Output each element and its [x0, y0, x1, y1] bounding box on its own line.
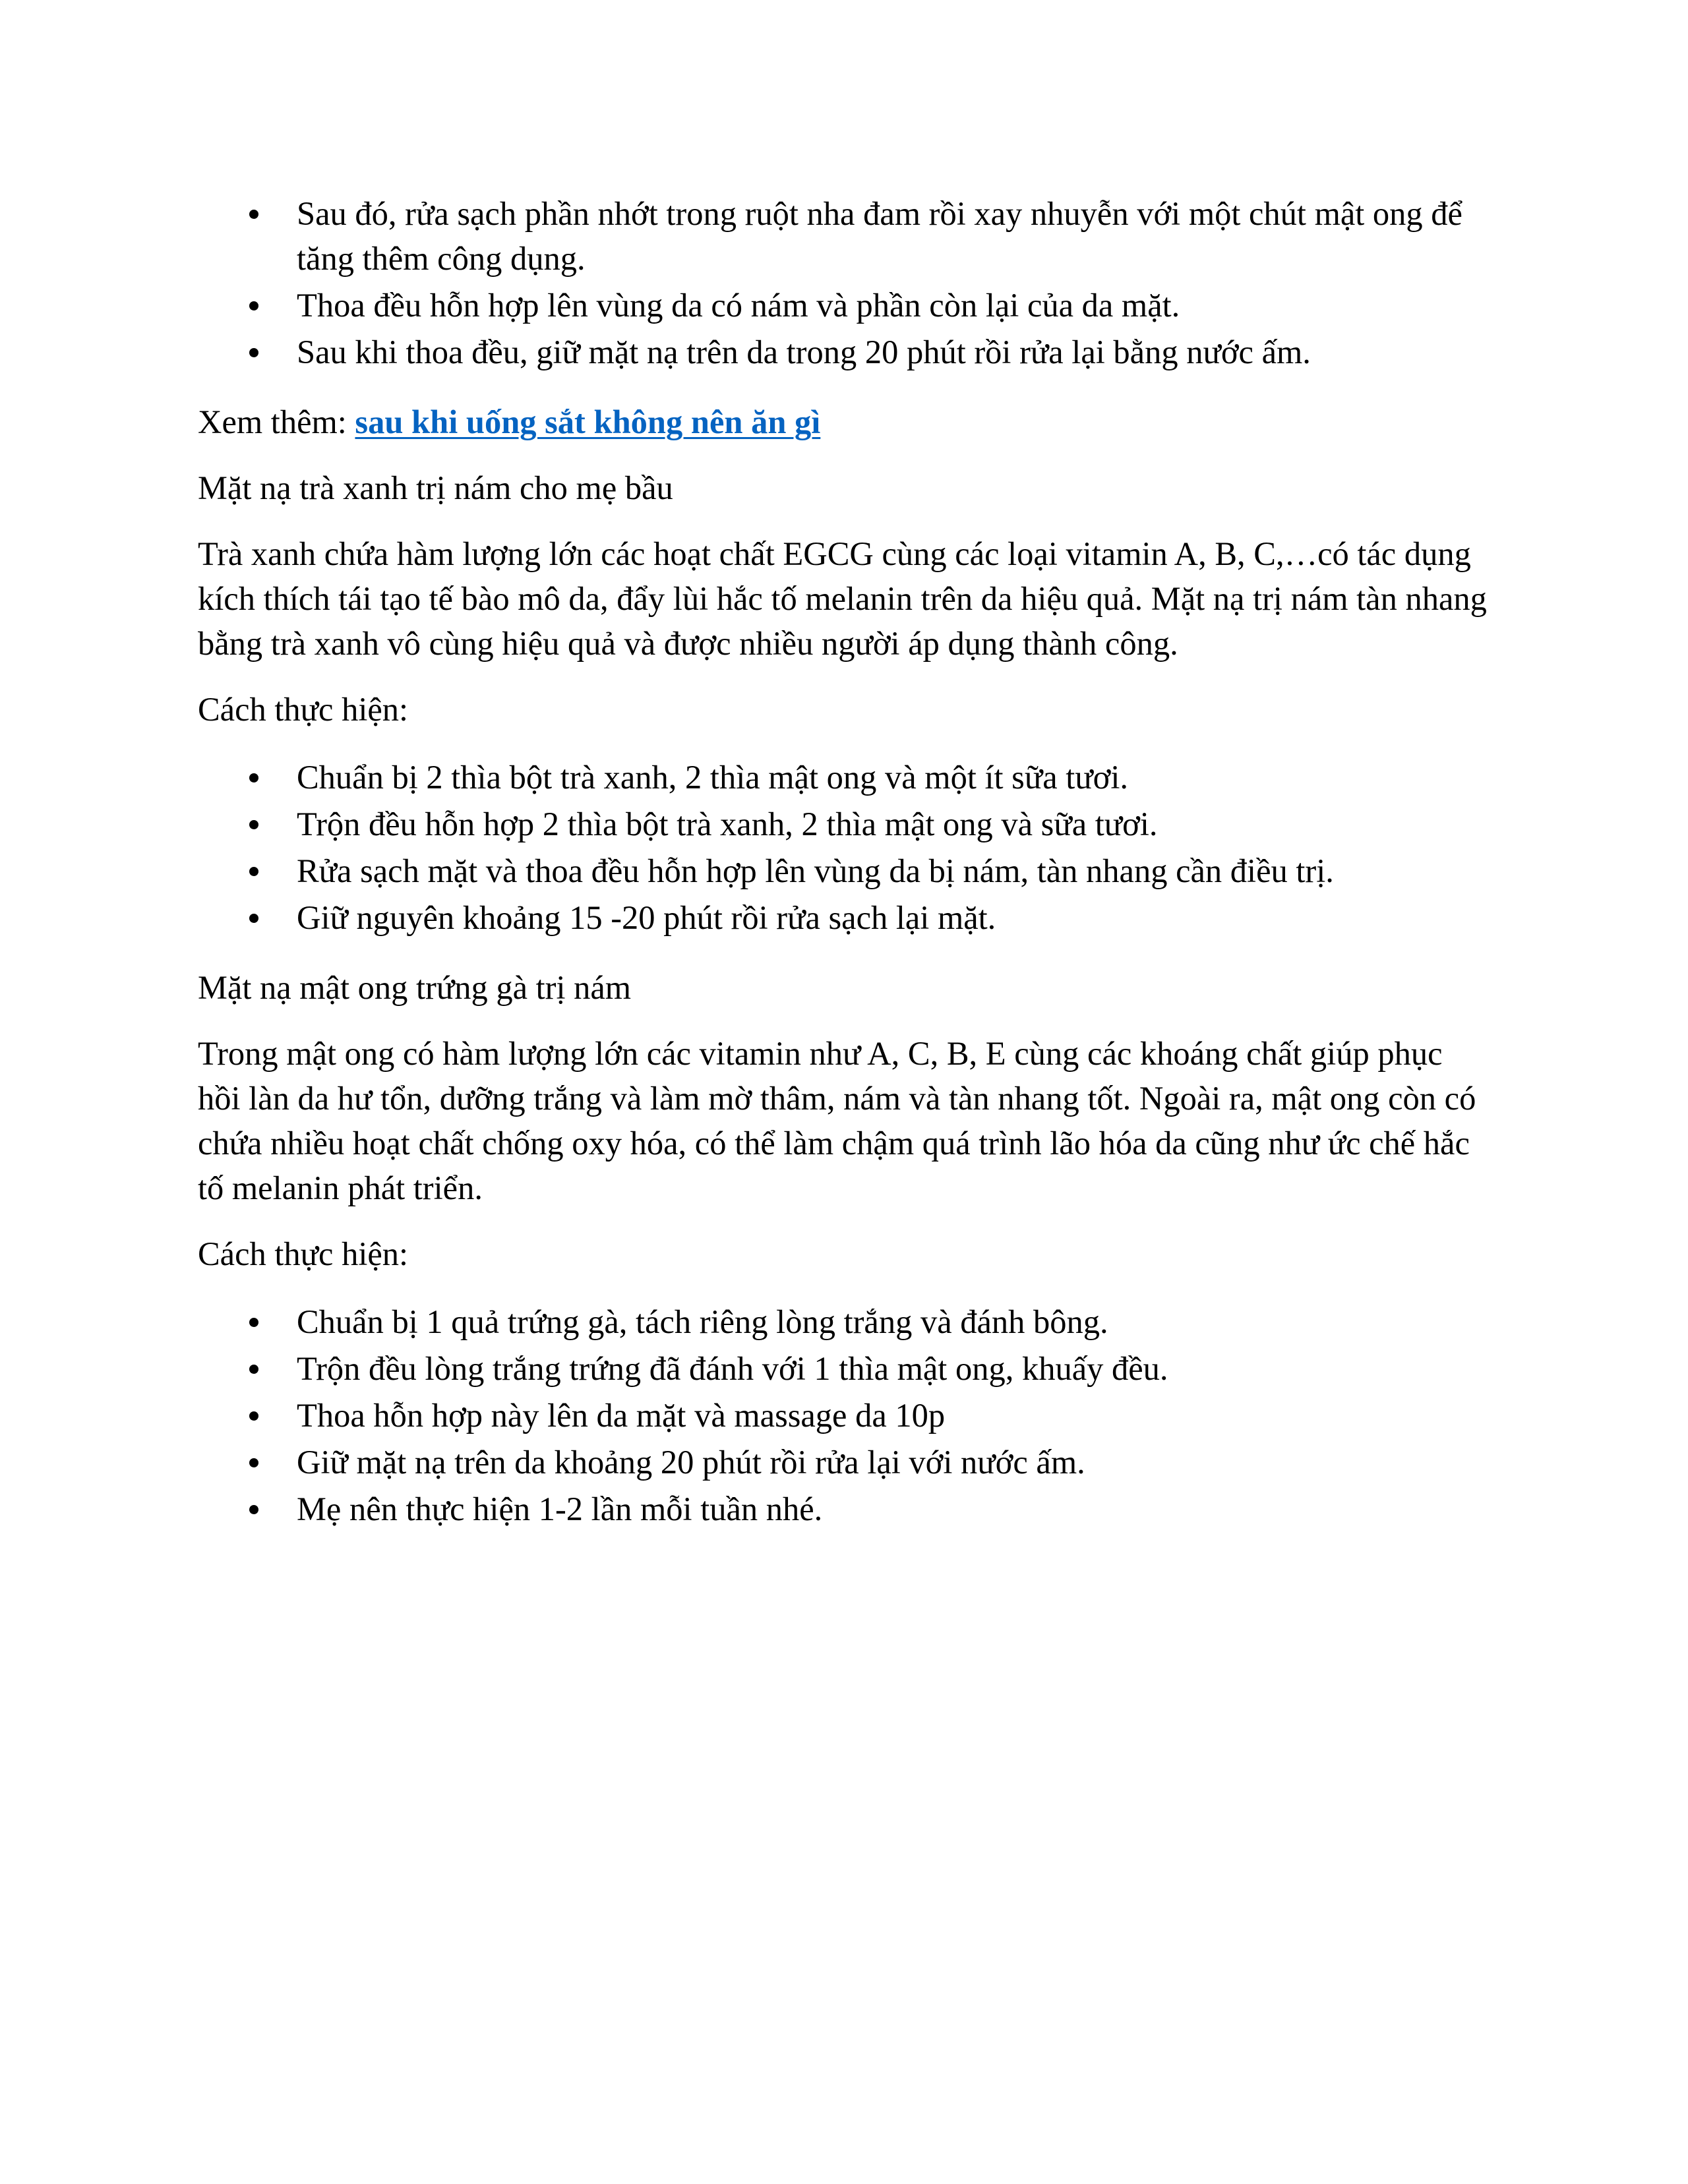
- list-item-text: Giữ nguyên khoảng 15 -20 phút rồi rửa sạch lại mặt.: [297, 899, 996, 936]
- method-label: Cách thực hiện:: [198, 691, 409, 728]
- list-item: [198, 330, 1490, 374]
- bullet-icon: [249, 1458, 258, 1467]
- bullet-icon: [249, 914, 258, 923]
- list-item-text: Thoa hỗn hợp này lên da mặt và massage da 10p: [297, 1397, 946, 1434]
- list-item-text: Trộn đều hỗn hợp 2 thìa bột trà xanh, 2 thìa mật ong và sữa tươi.: [297, 806, 1158, 842]
- section-body-green-tea: Trà xanh chứa hàm lượng lớn các hoạt chất EGCG cùng các loại vitamin A, B, C,…có tác dụng kích thích tái tạo tế bào mô da, đẩy lùi hắc tố melanin trên da hiệu quả. Mặt nạ trị nám tàn nhang bằng trà xanh vô cùng hiệu quả và được nhiều người áp dụng thành công.: [198, 535, 1487, 662]
- bullet-icon: [249, 1318, 258, 1327]
- list-item-text: Chuẩn bị 1 quả trứng gà, tách riêng lòng trắng và đánh bông.: [297, 1303, 1108, 1340]
- method-label: Cách thực hiện:: [198, 1235, 409, 1272]
- bullet-icon: [249, 1365, 258, 1374]
- list-item-text: Giữ mặt nạ trên da khoảng 20 phút rồi rửa lại với nước ấm.: [297, 1444, 1085, 1481]
- section-heading-green-tea: Mặt nạ trà xanh trị nám cho mẹ bầu: [198, 469, 673, 506]
- list-item: [198, 1346, 1490, 1391]
- bullet-list-honey-egg-steps: [198, 1299, 1490, 1531]
- bullet-icon: [249, 301, 258, 310]
- list-item: [198, 1299, 1490, 1344]
- list-item: [198, 895, 1490, 940]
- list-item: [198, 848, 1490, 893]
- list-item: [198, 191, 1490, 281]
- see-more-link[interactable]: sau khi uống sắt không nên ăn gì: [355, 403, 821, 440]
- bullet-icon: [249, 1505, 258, 1514]
- list-item-text: Chuẩn bị 2 thìa bột trà xanh, 2 thìa mật ong và một ít sữa tươi.: [297, 759, 1128, 796]
- list-item-text: Sau khi thoa đều, giữ mặt nạ trên da trong 20 phút rồi rửa lại bằng nước ấm.: [297, 334, 1311, 370]
- bullet-list-green-tea-steps: [198, 755, 1490, 940]
- list-item-text: Trộn đều lòng trắng trứng đã đánh với 1 thìa mật ong, khuấy đều.: [297, 1350, 1168, 1387]
- see-more-line: [198, 399, 1490, 444]
- bullet-icon: [249, 773, 258, 782]
- list-item-text: Mẹ nên thực hiện 1-2 lần mỗi tuần nhé.: [297, 1490, 823, 1527]
- list-item: [198, 283, 1490, 328]
- bullet-icon: [249, 348, 258, 357]
- list-item: [198, 755, 1490, 800]
- section-heading-honey-egg: Mặt nạ mật ong trứng gà trị nám: [198, 969, 632, 1006]
- list-item: [198, 1487, 1490, 1531]
- bullet-icon: [249, 1411, 258, 1421]
- see-more-prefix: Xem thêm:: [198, 403, 355, 440]
- list-item: [198, 1393, 1490, 1438]
- list-item-text: Sau đó, rửa sạch phần nhớt trong ruột nha đam rồi xay nhuyễn với một chút mật ong để tăng thêm công dụng.: [297, 195, 1462, 277]
- bullet-list-aloe-steps: [198, 191, 1490, 374]
- document-page: [198, 191, 1490, 1533]
- list-item-text: Thoa đều hỗn hợp lên vùng da có nám và phần còn lại của da mặt.: [297, 287, 1180, 324]
- list-item: [198, 1440, 1490, 1485]
- bullet-icon: [249, 867, 258, 876]
- list-item: [198, 802, 1490, 846]
- bullet-icon: [249, 210, 258, 219]
- section-body-honey-egg: Trong mật ong có hàm lượng lớn các vitamin như A, C, B, E cùng các khoáng chất giúp phục hồi làn da hư tổn, dưỡng trắng và làm mờ thâm, nám và tàn nhang tốt. Ngoài ra, mật ong còn có chứa nhiều hoạt chất chống oxy hóa, có thể làm chậm quá trình lão hóa da cũng như ức chế hắc tố melanin phát triển.: [198, 1035, 1476, 1206]
- list-item-text: Rửa sạch mặt và thoa đều hỗn hợp lên vùng da bị nám, tàn nhang cần điều trị.: [297, 852, 1334, 889]
- bullet-icon: [249, 820, 258, 829]
